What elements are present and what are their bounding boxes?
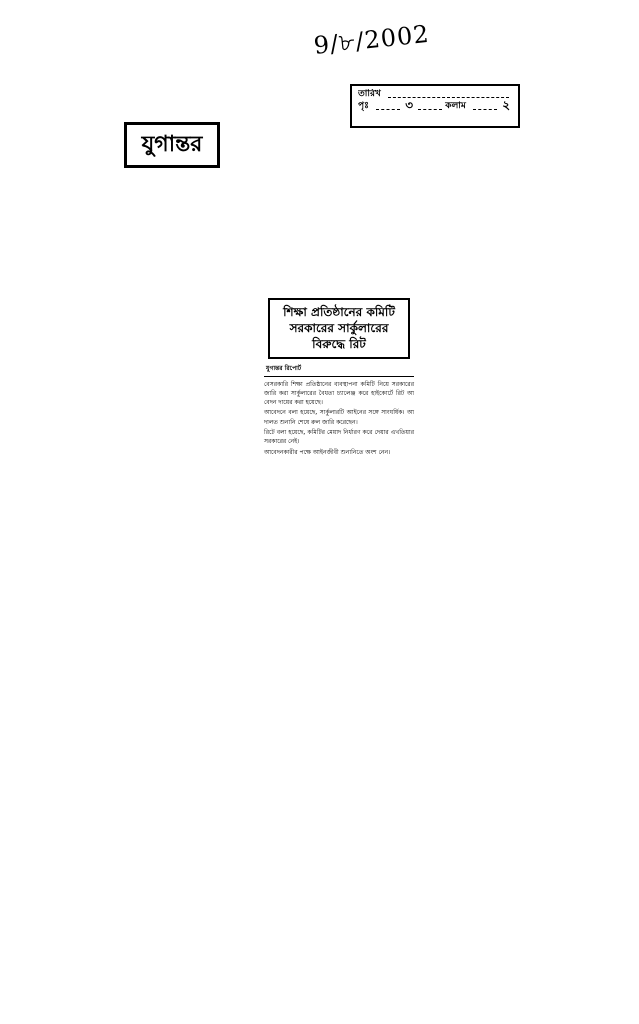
- stamp-date-line: [388, 91, 509, 98]
- headline-line: বিরুদ্ধে রিট: [312, 337, 366, 352]
- article-body: [264, 380, 414, 457]
- headline-line: শিক্ষা প্রতিষ্ঠানের কমিটি: [283, 305, 395, 319]
- stamp-column-label: কলাম: [445, 101, 466, 112]
- stamp-page-label: পৃঃ: [358, 101, 369, 112]
- headline-line: সরকারের সার্কুলারের: [289, 321, 389, 336]
- stamp-mid-line: [418, 103, 442, 110]
- stamp-date-row: [358, 89, 512, 99]
- byline-divider: [264, 376, 414, 377]
- handwritten-date: 9/৮/2002: [312, 19, 431, 60]
- stamp-page-line: [376, 103, 400, 110]
- article-paragraph: বেসরকারি শিক্ষা প্রতিষ্ঠানের ব্যবস্থাপনা কমিটি নিয়ে সরকারের জারি করা সার্কুলারের বৈধতা চ্যালেঞ্জ করে হাইকোর্টে রিট আবেদন দায়ের করা হয়েছে।: [264, 380, 414, 407]
- article-headline: [268, 298, 410, 359]
- stamp-date-label: তারিখ: [358, 89, 381, 99]
- stamp-column-line: [473, 103, 497, 110]
- archive-stamp: [350, 84, 520, 128]
- article-paragraph: রিটে বলা হয়েছে, কমিটির মেয়াদ নির্ধারণ করে দেয়ার এখতিয়ার সরকারের নেই।: [264, 429, 414, 446]
- stamp-column-value: ২: [502, 99, 511, 113]
- newspaper-masthead: যুগান্তর: [124, 122, 220, 168]
- article-paragraph: আবেদনকারীর পক্ষে আইনজীবী শুনানিতে অংশ নেন।: [264, 448, 391, 456]
- article-clipping: [260, 298, 418, 598]
- stamp-page-row: [358, 99, 512, 113]
- article-byline: যুগান্তর রিপোর্ট: [266, 364, 302, 372]
- article-paragraph: আবেদনে বলা হয়েছে, সার্কুলারটি আইনের সঙ্গে সাংঘর্ষিক। আদালত শুনানি শেষে রুল জারি করেছেন।: [264, 409, 414, 426]
- stamp-page-value: ৩: [405, 99, 414, 113]
